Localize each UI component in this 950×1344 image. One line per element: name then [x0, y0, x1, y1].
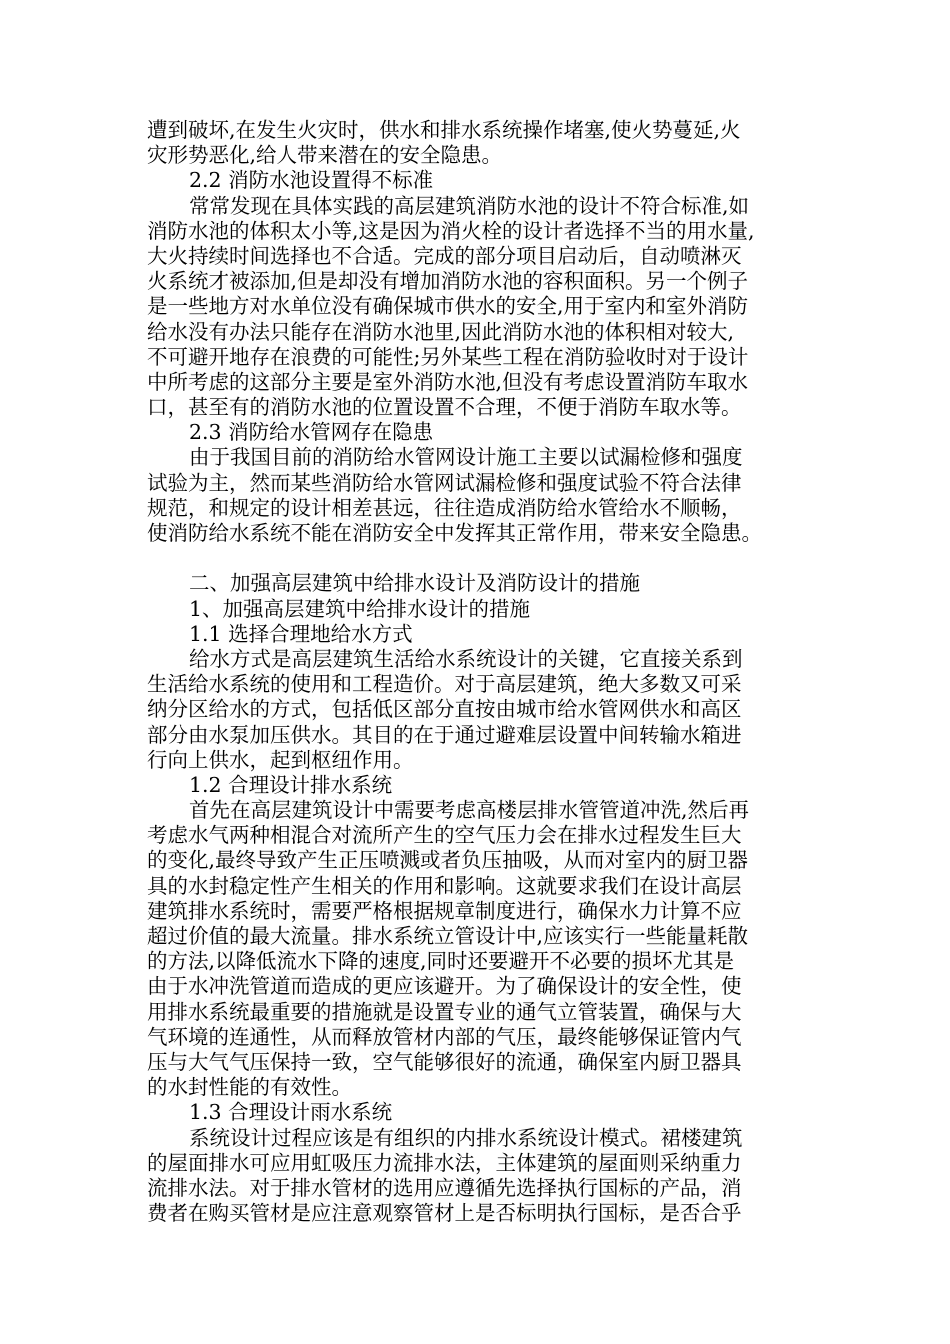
paragraph-line: 首先在高层建筑设计中需要考虑高楼层排水管管道冲洗,然后再: [189, 798, 750, 823]
paragraph-line: 生活给水系统的使用和工程造价。对于高层建筑，绝大多数又可采: [147, 672, 742, 697]
section-heading: 1.1 选择合理地给水方式: [189, 621, 413, 646]
paragraph: [147, 118, 813, 168]
paragraph-line: 给水方式是高层建筑生活给水系统设计的关键，它直接关系到: [189, 646, 743, 671]
paragraph-line: 灾形势恶化,给人带来潜在的安全隐患。: [147, 143, 503, 168]
paragraph-line: 考虑水气两种相混合对流所产生的空气压力会在排水过程发生巨大: [147, 823, 742, 848]
paragraph-line: 遭到破坏,在发生火灾时，供水和排水系统操作堵塞,使火势蔓延,火: [147, 118, 741, 142]
section-heading: 2.3 消防给水管网存在隐患: [189, 420, 434, 445]
paragraph-line: 规范，和规定的设计相差甚远，往往造成消防给水管给水不顺畅，: [147, 495, 742, 520]
blank-line: [147, 546, 813, 571]
paragraph: [147, 445, 813, 546]
paragraph-line: 消防水池的体积太小等,这是因为消火栓的设计者选择不当的用水量,: [147, 218, 755, 243]
paragraph-line: 气环境的连通性，从而释放管材内部的气压，最终能够保证管内气: [147, 1024, 742, 1049]
paragraph-line: 行向上供水，起到枢纽作用。: [147, 747, 414, 772]
section-heading: 二、加强高层建筑中给排水设计及消防设计的措施: [189, 571, 640, 596]
paragraph-line: 由于我国目前的消防给水管网设计施工主要以试漏检修和强度: [189, 445, 743, 470]
paragraph: [147, 798, 813, 1100]
section-heading: 1.3 合理设计雨水系统: [189, 1100, 393, 1125]
paragraph-line: 口，甚至有的消防水池的位置设置不合理，不便于消防车取水等。: [147, 395, 742, 420]
paragraph-line: 超过价值的最大流量。排水系统立管设计中,应该实行一些能量耗散: [147, 924, 749, 948]
document-body: [147, 118, 813, 1226]
paragraph: [147, 647, 813, 773]
paragraph-line: 具的水封稳定性产生相关的作用和影响。这就要求我们在设计高层: [147, 873, 742, 898]
paragraph-line: 的方法,以降低流水下降的速度,同时还要避开不必要的损坏尤其是: [147, 949, 735, 974]
paragraph-line: 使消防给水系统不能在消防安全中发挥其正常作用，带来安全隐患。: [147, 521, 762, 545]
section-heading: 1、加强高层建筑中给排水设计的措施: [189, 596, 531, 621]
paragraph-line: 中所考虑的这部分主要是室外消防水池,但没有考虑设置消防车取水: [147, 369, 749, 394]
paragraph-line: 建筑排水系统时，需要严格根据规章制度进行，确保水力计算不应: [147, 898, 742, 923]
paragraph-line: 用排水系统最重要的措施就是设置专业的通气立管装置，确保与大: [147, 999, 742, 1024]
paragraph-line: 给水没有办法只能存在消防水池里,因此消防水池的体积相对较大,: [147, 319, 735, 344]
paragraph-line: 费者在购买管材是应注意观察管材上是否标明执行国标，是否合乎: [147, 1201, 742, 1226]
paragraph: [147, 194, 813, 421]
paragraph-line: 系统设计过程应该是有组织的内排水系统设计模式。裙楼建筑: [189, 1125, 743, 1150]
paragraph-line: 的变化,最终导致产生正压喷溅或者负压抽吸，从而对室内的厨卫器: [147, 848, 749, 873]
paragraph-line: 是一些地方对水单位没有确保城市供水的安全,用于室内和室外消防: [147, 294, 749, 319]
paragraph: [147, 1126, 813, 1227]
paragraph-line: 试验为主，然而某些消防给水管网试漏检修和强度试验不符合法律: [147, 470, 742, 495]
paragraph-line: 火系统才被添加,但是却没有增加消防水池的容积面积。另一个例子: [147, 269, 749, 294]
paragraph-line: 由于水冲洗管道而造成的更应该避开。为了确保设计的安全性，使: [147, 974, 742, 999]
paragraph-line: 部分由水泵加压供水。其目的在于通过避难层设置中间转输水箱进: [147, 722, 742, 747]
paragraph-line: 的屋面排水可应用虹吸压力流排水法，主体建筑的屋面则采纳重力: [147, 1150, 742, 1175]
paragraph-line: 的水封性能的有效性。: [147, 1075, 352, 1100]
paragraph-line: 常常发现在具体实践的高层建筑消防水池的设计不符合标准,如: [189, 193, 750, 218]
paragraph-line: 纳分区给水的方式，包括低区部分直按由城市给水管网供水和高区: [147, 697, 742, 722]
section-heading: 1.2 合理设计排水系统: [189, 772, 393, 797]
paragraph-line: 大火持续时间选择也不合适。完成的部分项目启动后，自动喷淋灭: [147, 243, 742, 268]
paragraph-line: 流排水法。对于排水管材的选用应遵循先选择执行国标的产品，消: [147, 1175, 742, 1200]
paragraph-line: 压与大气气压保持一致，空气能够很好的流通，确保室内厨卫器具: [147, 1049, 742, 1074]
section-heading: 2.2 消防水池设置得不标准: [189, 168, 434, 193]
paragraph-line: 不可避开地存在浪费的可能性;另外某些工程在消防验收时对于设计: [147, 344, 749, 369]
